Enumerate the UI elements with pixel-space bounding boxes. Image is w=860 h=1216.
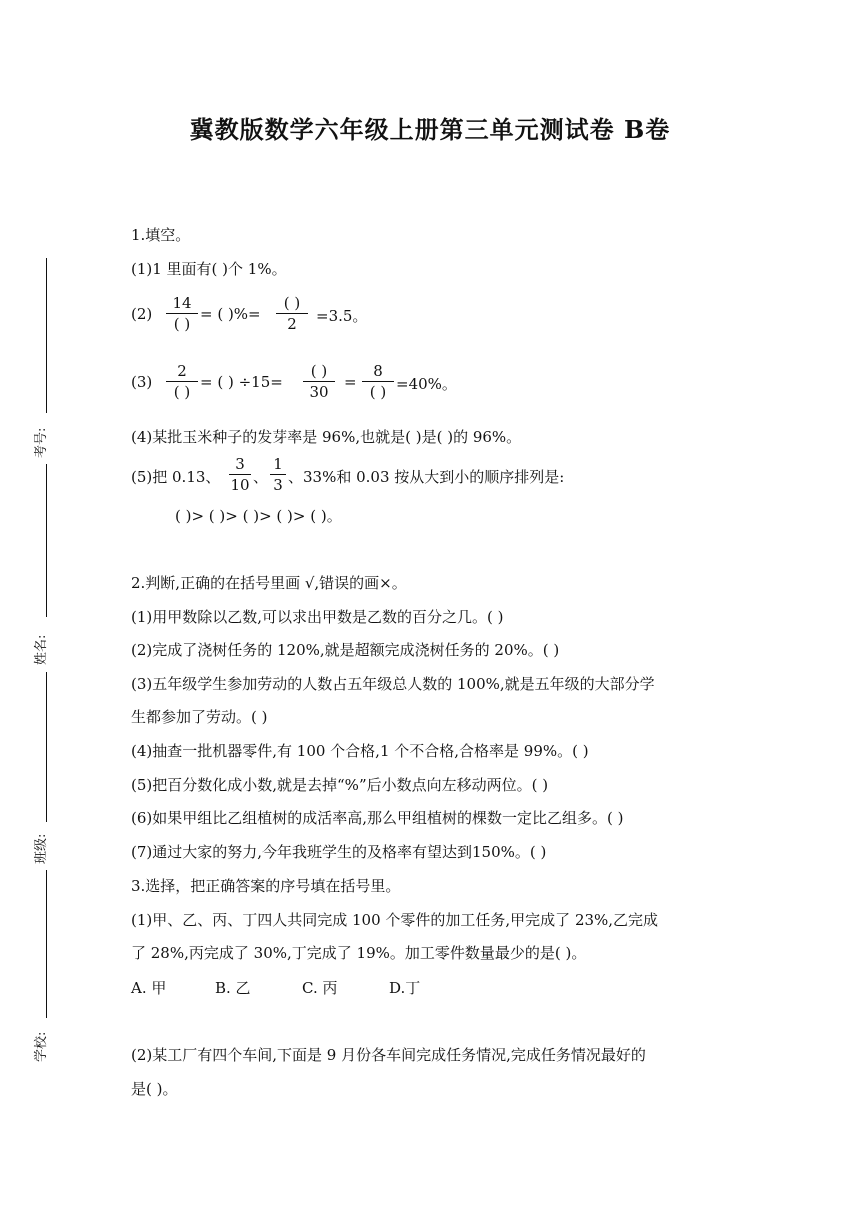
section3-heading: 3.选择，把正确答案的序号填在括号里。: [131, 877, 401, 895]
binding-line: [46, 870, 47, 1018]
s2-question-5: (5)把百分数化成小数,就是去掉“%”后小数点向左移动两位。( ): [131, 776, 549, 794]
fraction-numerator: ( ): [283, 294, 301, 312]
fraction-bar: [229, 474, 251, 475]
s1-q2-middle: = ( )%=: [200, 305, 261, 323]
fraction-denominator: 3: [273, 476, 283, 494]
fraction-denominator: ( ): [173, 383, 191, 401]
fraction-numerator: ( ): [310, 362, 328, 380]
s1-q3-tail: =40%。: [396, 375, 457, 393]
fraction-denominator: ( ): [369, 383, 387, 401]
s1-q2-tail: =3.5。: [316, 307, 368, 325]
s3-question-1-line-2: 了 28%,丙完成了 30%,丁完成了 19%。加工零件数量最少的是( )。: [131, 944, 587, 962]
fraction-denominator: ( ): [173, 315, 191, 333]
s3-question-2-line-1: (2)某工厂有四个车间,下面是 9 月份各车间完成任务情况,完成任务情况最好的: [131, 1046, 646, 1064]
s2-question-3-line-1: (3)五年级学生参加劳动的人数占五年级总人数的 100%,就是五年级的大部分学: [131, 675, 655, 693]
s1-q3-fraction-2: [303, 362, 335, 401]
s3-question-2-line-2: 是( )。: [131, 1080, 178, 1098]
fraction-denominator: 30: [309, 383, 329, 401]
fraction-bar: [276, 313, 308, 314]
s2-question-4: (4)抽查一批机器零件,有 100 个合格,1 个不合格,合格率是 99%。( ): [131, 742, 589, 760]
s2-question-2: (2)完成了浇树任务的 120%,就是超额完成浇树任务的 20%。( ): [131, 641, 560, 659]
s1-q3-fraction-3: [362, 362, 394, 401]
s2-question-1: (1)用甲数除以乙数,可以求出甲数是乙数的百分之几。( ): [131, 608, 504, 626]
fraction-denominator: 10: [230, 476, 250, 494]
side-label-xuexiao: 学校:: [34, 1031, 49, 1062]
fraction-bar: [166, 381, 198, 382]
s1-q3-equals: =: [344, 373, 357, 391]
s3-q1-option-c: C. 丙: [302, 979, 338, 997]
side-label-banji: 班级:: [34, 833, 49, 864]
section1-heading: 1.填空。: [131, 226, 191, 244]
binding-line: [46, 258, 47, 413]
fraction-bar: [362, 381, 394, 382]
fraction-numerator: 8: [373, 362, 383, 380]
fraction-numerator: 14: [172, 294, 192, 312]
fraction-denominator: 2: [287, 315, 297, 333]
fraction-numerator: 3: [235, 455, 245, 473]
s1-q5-separator: 、: [253, 468, 269, 486]
s1-q5-fraction-1: [229, 455, 251, 494]
fraction-bar: [303, 381, 335, 382]
fraction-numerator: 1: [273, 455, 283, 473]
s1-q3-prefix: (3): [131, 373, 153, 391]
s1-question-1: (1)1 里面有( )个 1%。: [131, 260, 287, 278]
s1-q5-order-blanks: ( )> ( )> ( )> ( )> ( )。: [175, 507, 342, 525]
binding-line: [46, 464, 47, 617]
binding-line: [46, 672, 47, 822]
side-label-xingming: 姓名:: [34, 634, 49, 665]
s1-question-4: (4)某批玉米种子的发芽率是 96%,也就是( )是( )的 96%。: [131, 428, 522, 446]
s2-question-6: (6)如果甲组比乙组植树的成活率高,那么甲组植树的棵数一定比乙组多。( ): [131, 809, 624, 827]
s1-q5-prefix: (5)把 0.13、: [131, 468, 221, 486]
s1-q5-fraction-2: [270, 455, 286, 494]
s3-q1-option-a: A. 甲: [131, 979, 167, 997]
page-title: 冀教版数学六年级上册第三单元测试卷 B卷: [189, 115, 671, 144]
s3-q1-option-b: B. 乙: [215, 979, 251, 997]
side-label-kaohao: 考号:: [34, 427, 49, 458]
s1-q3-fraction-1: [166, 362, 198, 401]
fraction-numerator: 2: [177, 362, 187, 380]
s1-q3-middle: = ( ) ÷15=: [200, 373, 283, 391]
s1-q5-tail: 、33%和 0.03 按从大到小的顺序排列是:: [288, 468, 565, 486]
fraction-bar: [166, 313, 198, 314]
s1-q2-prefix: (2): [131, 305, 153, 323]
fraction-bar: [270, 474, 286, 475]
s1-q2-fraction-1: [166, 294, 198, 333]
s2-question-7: (7)通过大家的努力,今年我班学生的及格率有望达到150%。( ): [131, 843, 547, 861]
s1-q2-fraction-2: [276, 294, 308, 333]
section2-heading: 2.判断,正确的在括号里画 √,错误的画×。: [131, 574, 407, 592]
s2-question-3-line-2: 生都参加了劳动。( ): [131, 708, 268, 726]
s3-q1-option-d: D.丁: [389, 979, 421, 997]
s3-question-1-line-1: (1)甲、乙、丙、丁四人共同完成 100 个零件的加工任务,甲完成了 23%,乙完成: [131, 911, 659, 929]
